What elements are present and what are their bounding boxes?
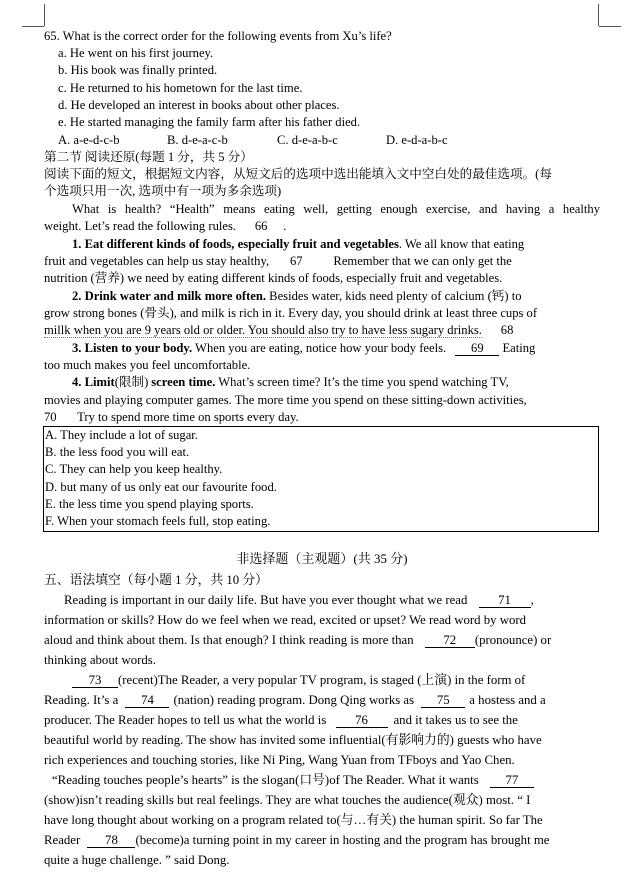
option-c[interactable]: C. They can help you keep healthy. [45, 462, 223, 476]
blank-75[interactable]: 75 [421, 694, 465, 708]
crop-mark-left-h [22, 26, 44, 27]
rule-1-title: 1. Eat different kinds of foods, especially fruit and vegetables [72, 237, 399, 251]
q65-event-b: b. His book was finally printed. [58, 63, 218, 77]
option-e[interactable]: E. the less time you spend playing sports. [45, 497, 254, 511]
blank-69[interactable]: 69 [455, 342, 499, 356]
p5-para3-line3: have long thought about working on a program related to(与…有关) the human spirit. So far The [44, 813, 543, 827]
part2-heading: 第二节 阅读还原(每题 1 分，共 5 分） [44, 150, 253, 164]
p5-para1-line3: aloud and think about them. Is that enough? I think reading is more than 72 (pronounce) or [44, 633, 552, 647]
choice-a[interactable]: A. a-e-d-c-b [58, 133, 120, 147]
rule-3-title: 3. Listen to your body. [72, 341, 193, 355]
intro-line-2: weight. Let’s read the following rules. 66 . [44, 219, 287, 233]
options-box [43, 426, 599, 532]
p5-para1-line2: information or skills? How do we feel when we read, excited or upset? We read word by word [44, 613, 527, 627]
p5-para3-line1: “Reading touches people’s hearts” is the slogan(口号)of The Reader. What it wants 77 [52, 770, 600, 790]
blank-72[interactable]: 72 [425, 634, 475, 648]
rule-2-line-2: grow strong bones (骨头), and milk is rich in it. Every day, you should drink at least three cups of [44, 306, 538, 320]
blank-78[interactable]: 78 [87, 834, 135, 848]
option-f[interactable]: F. When your stomach feels full, stop eating. [45, 514, 271, 528]
blank-76[interactable]: 76 [336, 714, 388, 728]
blank-67[interactable]: 67 [289, 254, 303, 268]
nonchoice-heading: 非选择题（主观题）(共 35 分) [236, 551, 408, 566]
intro-line-1: What is health? “Health” means eating well, getting enough exercise, and having a healthy [72, 202, 600, 216]
rule-1-line-2: fruit and vegetables can help us stay healthy, 67 Remember that we can only get the [44, 254, 512, 268]
rule-3-line-1: 3. Listen to your body. When you are eating, notice how your body feels. 69 Eating [72, 341, 536, 355]
p5-para2-line5: rich experiences and touching stories, like Ni Ping, Wang Yuan from TFboys and Yao Chen. [44, 753, 515, 767]
p5-para1-line1: Reading is important in our daily life. But have you ever thought what we read 71 , [64, 593, 534, 607]
blank-68[interactable]: 68 [500, 323, 514, 337]
crop-mark-right-h [599, 26, 621, 27]
part2-instructions-1: 阅读下面的短文，根据短文内容，从短文后的选项中选出能填入文中空白处的最佳选项。(每 [44, 167, 552, 181]
p5-para3-line5: quite a huge challenge. ” said Dong. [44, 853, 230, 867]
crop-mark-right-v [598, 4, 599, 26]
rule-2-line-1: 2. Drink water and milk more often. Besides water, kids need plenty of calcium (钙) to [72, 289, 522, 303]
p5-para2-line4: beautiful world by reading. The show has invited some influential(有影响力的) guests who have [44, 733, 542, 747]
crop-mark-left-v [44, 4, 45, 26]
p5-para1-line4: thinking about words. [44, 653, 156, 667]
q65-event-e: e. He started managing the family farm after his father died. [58, 115, 361, 129]
rule-4-line-3: 70 Try to spend more time on sports every day. [44, 410, 299, 424]
p5-para2-line3: producer. The Reader hopes to tell us what the world is 76 and it takes us to see the [44, 713, 518, 727]
rule-1-line-3: nutrition (营养) we need by eating different kinds of foods, especially fruit and vegetables. [44, 271, 503, 285]
rule-1-line-1: 1. Eat different kinds of foods, especially fruit and vegetables. We all know that eating [72, 237, 525, 251]
blank-77[interactable]: 77 [490, 774, 534, 788]
q65-event-c: c. He returned to his hometown for the last time. [58, 81, 303, 95]
option-a[interactable]: A. They include a lot of sugar. [45, 428, 198, 442]
blank-70[interactable]: 70 [44, 410, 57, 424]
blank-74[interactable]: 74 [125, 694, 169, 708]
p5-para2-line2: Reading. It’s a 74 (nation) reading program. Dong Qing works as 75 a hostess and a [44, 693, 546, 707]
rule-2-title: 2. Drink water and milk more often. [72, 289, 267, 303]
part5-heading: 五、语法填空（每小题 1 分，共 10 分） [44, 573, 268, 587]
p5-para3-line2: (show)isn’t reading skills but real feelings. They are what touches the audience(观众) most. “ I [44, 793, 531, 807]
option-d[interactable]: D. but many of us only eat our favourite food. [45, 480, 277, 494]
part2-instructions-2: 个选项只用一次, 选项中有一项为多余选项) [44, 184, 282, 198]
rule-4-line-1: 4. Limit(限制) screen time. What’s screen time? It’s the time you spend watching TV, [72, 375, 509, 389]
choice-c[interactable]: C. d-e-a-b-c [277, 133, 338, 147]
q65-event-d: d. He developed an interest in books about other places. [58, 98, 340, 112]
p5-para3-line4: Reader 78 (become)a turning point in my career in hosting and the program has brought me [44, 833, 550, 847]
blank-66[interactable]: 66 [254, 219, 268, 233]
rule-4-line-2: movies and playing computer games. The more time you spend on these sitting-down activities, [44, 393, 527, 407]
blank-71[interactable]: 71 [479, 594, 531, 608]
blank-73[interactable]: 73 [72, 674, 118, 688]
option-b[interactable]: B. the less food you will eat. [45, 445, 190, 459]
rule-2-line-3: millk when you are 9 years old or older. You should also try to have less sugary drinks. 68 [44, 322, 600, 339]
choice-d[interactable]: D. e-d-a-b-c [386, 133, 448, 147]
q65-stem: 65. What is the correct order for the following events from Xu’s life? [44, 29, 392, 43]
q65-event-a: a. He went on his first journey. [58, 46, 214, 60]
p5-para2-line1: 73 (recent)The Reader, a very popular TV program, is staged (上演) in the form of [72, 670, 600, 690]
choice-b[interactable]: B. d-e-a-c-b [167, 133, 228, 147]
rule-3-line-2: too much makes you feel uncomfortable. [44, 358, 251, 372]
